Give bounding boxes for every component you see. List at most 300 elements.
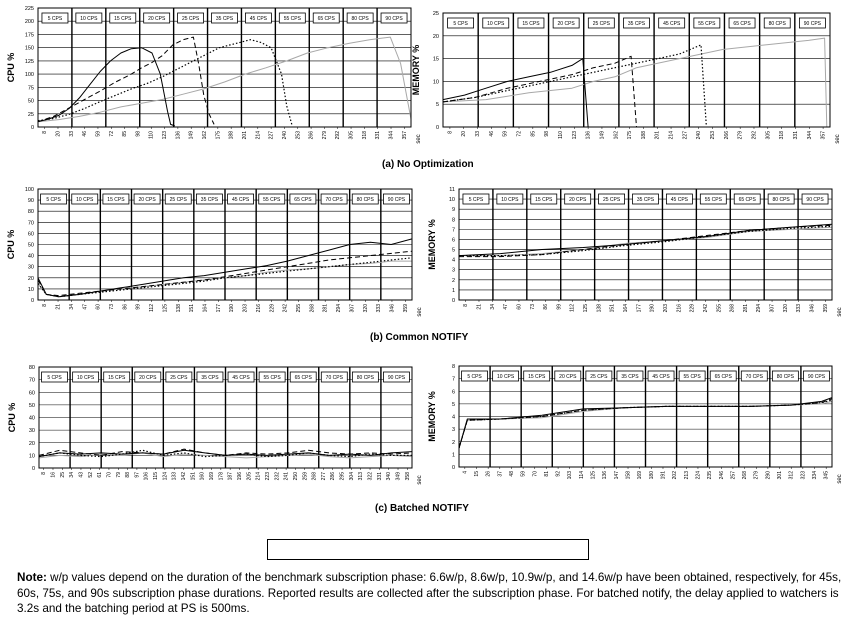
phase-label: 35 CPS <box>627 21 646 28</box>
x-tick-label: 133 <box>171 472 178 481</box>
y-tick-label: 90 <box>27 198 34 205</box>
phase-label: 65 CPS <box>294 197 312 204</box>
x-tick-label: 125 <box>162 304 169 313</box>
x-tick-label: 60 <box>516 304 523 310</box>
x-tick-label: 103 <box>567 471 574 480</box>
x-tick-label: 345 <box>823 471 830 480</box>
x-tick-label: 180 <box>648 471 655 480</box>
phase-label: 45 CPS <box>249 16 268 23</box>
x-tick-label: 73 <box>108 304 115 310</box>
phase-label: 90 CPS <box>803 21 822 28</box>
x-tick-label: 138 <box>596 304 603 313</box>
phase-label: 10 CPS <box>77 375 95 382</box>
y-tick-label: 20 <box>28 440 35 447</box>
x-tick-label: 149 <box>188 131 195 140</box>
x-axis-label: sec <box>835 134 841 144</box>
phase-label: 25 CPS <box>590 374 608 381</box>
phase-label: 65 CPS <box>294 375 312 382</box>
phase-label: 15 CPS <box>535 197 553 204</box>
x-tick-label: 305 <box>348 131 355 140</box>
y-tick-label: 15 <box>432 56 439 63</box>
x-tick-label: 344 <box>806 131 813 140</box>
phase-label: 45 CPS <box>231 197 250 204</box>
phase-label: 65 CPS <box>733 21 751 28</box>
phase-label: 90 CPS <box>387 197 406 204</box>
x-tick-label: 169 <box>637 471 644 480</box>
y-tick-label: 7 <box>451 227 455 234</box>
x-tick-label: 292 <box>335 131 342 140</box>
x-tick-label: 99 <box>135 304 142 310</box>
chart-b-cpu <box>6 187 423 317</box>
y-axis-label: MEMORY % <box>411 44 421 96</box>
phase-label: 20 CPS <box>148 16 166 23</box>
x-tick-label: 47 <box>82 304 89 310</box>
x-tick-label: 110 <box>557 131 564 139</box>
x-tick-label: 214 <box>668 131 675 140</box>
x-tick-label: 16 <box>50 472 57 478</box>
chart-c-cpu <box>7 365 423 485</box>
x-tick-label: 47 <box>503 304 510 310</box>
x-tick-label: 169 <box>209 472 216 481</box>
x-tick-label: 164 <box>202 304 209 313</box>
phase-label: 70 CPS <box>325 375 343 382</box>
x-axis-label: sec <box>417 475 423 485</box>
caption-no-optimization: (a) No Optimization <box>382 159 474 170</box>
y-tick-label: 30 <box>27 264 34 271</box>
x-tick-label: 149 <box>599 131 606 140</box>
phase-label: 5 CPS <box>468 197 484 204</box>
y-tick-label: 11 <box>449 187 455 193</box>
phase-label: 90 CPS <box>385 16 403 23</box>
x-tick-label: 70 <box>106 472 113 478</box>
y-tick-label: 2 <box>451 277 455 284</box>
legend <box>267 539 589 560</box>
x-tick-label: 190 <box>229 304 236 313</box>
x-tick-label: 333 <box>796 304 803 313</box>
x-tick-label: 73 <box>529 304 536 310</box>
x-tick-label: 25 <box>59 472 66 478</box>
y-tick-label: 0 <box>30 298 34 304</box>
x-tick-label: 162 <box>613 131 620 140</box>
phase-label: 55 CPS <box>283 16 301 23</box>
phase-label: 45 CPS <box>663 21 681 28</box>
x-tick-label: 151 <box>609 304 616 313</box>
x-tick-label: 110 <box>148 131 155 139</box>
x-tick-label: 344 <box>388 131 395 140</box>
phase-label: 55 CPS <box>683 374 701 381</box>
x-tick-label: 151 <box>189 304 196 313</box>
phase-label: 5 CPS <box>453 21 468 28</box>
y-tick-label: 25 <box>27 111 34 118</box>
y-tick-label: 150 <box>24 45 34 52</box>
x-tick-label: 188 <box>228 131 235 140</box>
phase-label: 20 CPS <box>557 21 575 28</box>
x-tick-label: 37 <box>497 471 504 477</box>
phase-label: 55 CPS <box>698 21 716 28</box>
x-tick-label: 281 <box>742 304 749 313</box>
phase-label: 5 CPS <box>467 374 482 381</box>
x-tick-label: 114 <box>578 471 585 479</box>
x-tick-label: 216 <box>676 304 683 313</box>
phase-label: 90 CPS <box>806 197 824 204</box>
x-tick-label: 203 <box>242 304 249 313</box>
x-tick-label: 138 <box>175 304 182 313</box>
x-tick-label: 246 <box>718 471 725 480</box>
chart-c-mem <box>427 364 843 484</box>
phase-label: 10 CPS <box>497 374 515 381</box>
y-tick-label: 40 <box>28 415 35 422</box>
x-tick-label: 21 <box>55 304 62 310</box>
y-tick-label: 4 <box>451 257 455 264</box>
caption-batched-notify: (c) Batched NOTIFY <box>375 503 469 514</box>
phase-label: 10 CPS <box>76 197 94 204</box>
x-tick-label: 99 <box>556 304 563 310</box>
x-tick-label: 216 <box>255 304 262 313</box>
x-tick-label: 240 <box>281 131 288 140</box>
x-tick-label: 34 <box>489 304 496 310</box>
x-tick-label: 214 <box>255 131 262 140</box>
x-tick-label: 227 <box>268 131 275 140</box>
x-tick-label: 86 <box>122 304 129 310</box>
phase-label: 15 CPS <box>522 21 540 28</box>
y-tick-label: 70 <box>28 377 35 384</box>
y-tick-label: 25 <box>432 11 439 17</box>
x-tick-label: 164 <box>623 304 630 313</box>
x-tick-label: 202 <box>672 471 679 480</box>
phase-label: 90 CPS <box>807 374 826 381</box>
y-tick-label: 3 <box>451 267 455 274</box>
x-tick-label: 268 <box>729 304 736 313</box>
x-tick-label: 313 <box>358 472 365 481</box>
x-tick-label: 123 <box>162 131 169 140</box>
phase-label: 35 CPS <box>621 374 639 381</box>
x-tick-label: 307 <box>769 304 776 313</box>
x-tick-label: 160 <box>199 472 206 481</box>
x-tick-label: 4 <box>462 471 469 474</box>
x-tick-label: 86 <box>543 304 550 310</box>
x-tick-label: 318 <box>361 131 368 140</box>
x-tick-label: 224 <box>695 471 702 480</box>
x-tick-label: 279 <box>737 131 744 140</box>
x-tick-label: 232 <box>274 472 281 481</box>
x-axis-label: sec <box>837 474 843 484</box>
x-tick-label: 98 <box>135 131 142 137</box>
x-tick-label: 349 <box>395 472 402 481</box>
x-tick-label: 177 <box>636 304 643 313</box>
y-tick-label: 1 <box>451 452 455 459</box>
phase-label: 80 CPS <box>776 374 794 381</box>
y-tick-label: 20 <box>432 33 439 40</box>
phase-label: 80 CPS <box>351 16 369 23</box>
x-tick-label: 26 <box>485 471 492 477</box>
x-tick-label: 322 <box>367 472 374 481</box>
phase-label: 65 CPS <box>317 16 335 23</box>
phase-label: 25 CPS <box>602 197 621 204</box>
y-tick-label: 100 <box>24 72 34 79</box>
phase-label: 25 CPS <box>181 16 200 23</box>
x-tick-label: 286 <box>330 472 337 481</box>
x-tick-label: 223 <box>264 472 271 481</box>
x-tick-label: 292 <box>751 131 758 140</box>
x-tick-label: 253 <box>710 131 717 140</box>
x-tick-label: 125 <box>590 471 597 480</box>
x-tick-label: 331 <box>375 131 382 140</box>
y-tick-label: 0 <box>451 298 455 304</box>
x-tick-label: 268 <box>309 304 316 313</box>
x-tick-label: 188 <box>640 131 647 140</box>
phase-label: 25 CPS <box>592 21 610 28</box>
phase-label: 15 CPS <box>114 16 132 23</box>
phase-label: 20 CPS <box>559 374 577 381</box>
phase-label: 70 CPS <box>745 374 763 381</box>
y-tick-label: 6 <box>451 237 455 244</box>
x-tick-label: 331 <box>376 472 383 481</box>
x-tick-label: 242 <box>282 304 289 313</box>
x-tick-label: 46 <box>488 131 495 137</box>
phase-label: 10 CPS <box>80 16 98 23</box>
x-axis-label: sec <box>417 307 423 317</box>
phase-label: 65 CPS <box>714 374 732 381</box>
x-tick-label: 72 <box>108 131 115 137</box>
plot-area <box>459 189 832 300</box>
y-tick-label: 10 <box>448 197 455 204</box>
x-tick-label: 115 <box>153 472 160 480</box>
x-tick-label: 52 <box>87 472 94 478</box>
phase-label: 20 CPS <box>569 197 587 204</box>
x-tick-label: 214 <box>255 472 262 481</box>
x-tick-label: 357 <box>401 131 408 140</box>
x-tick-label: 304 <box>348 472 355 481</box>
y-tick-label: 60 <box>27 231 34 238</box>
x-tick-label: 266 <box>723 131 730 140</box>
x-tick-label: 301 <box>777 471 784 480</box>
x-tick-label: 59 <box>95 131 102 137</box>
x-tick-label: 8 <box>463 304 470 307</box>
x-tick-label: 125 <box>583 304 590 313</box>
x-tick-label: 112 <box>569 304 576 312</box>
phase-label: 15 CPS <box>528 374 546 381</box>
phase-label: 80 CPS <box>356 197 374 204</box>
y-tick-label: 60 <box>28 390 35 397</box>
y-tick-label: 7 <box>451 376 455 383</box>
x-tick-label: 307 <box>349 304 356 313</box>
x-tick-label: 34 <box>68 304 75 310</box>
x-tick-label: 151 <box>190 472 197 481</box>
x-tick-label: 20 <box>461 131 468 137</box>
y-tick-label: 4 <box>451 414 455 421</box>
y-tick-label: 1 <box>451 287 455 294</box>
phase-label: 10 CPS <box>487 21 505 28</box>
x-tick-label: 191 <box>660 471 667 480</box>
x-tick-label: 106 <box>143 472 150 481</box>
y-tick-label: 5 <box>451 401 455 408</box>
x-tick-label: 20 <box>55 131 62 137</box>
y-axis-label: CPU % <box>6 229 16 260</box>
x-tick-label: 253 <box>295 131 302 140</box>
x-tick-label: 295 <box>339 472 346 481</box>
x-tick-label: 331 <box>792 131 799 140</box>
x-tick-label: 333 <box>376 304 383 313</box>
x-tick-label: 8 <box>41 472 48 475</box>
x-tick-label: 136 <box>602 471 609 480</box>
x-tick-label: 72 <box>516 131 523 137</box>
note-label: Note: <box>17 571 47 584</box>
x-tick-label: 257 <box>730 471 737 480</box>
y-tick-label: 100 <box>24 187 34 193</box>
phase-label: 45 CPS <box>232 375 250 382</box>
footnote <box>17 570 842 617</box>
y-tick-label: 0 <box>31 466 35 472</box>
phase-label: 45 CPS <box>652 374 670 381</box>
x-tick-label: 229 <box>689 304 696 313</box>
y-tick-label: 50 <box>27 242 34 249</box>
x-tick-label: 59 <box>520 471 527 477</box>
phase-label: 20 CPS <box>138 197 156 204</box>
x-tick-label: 205 <box>246 472 253 481</box>
x-tick-label: 158 <box>625 471 632 480</box>
y-axis-label: MEMORY % <box>427 391 437 442</box>
y-tick-label: 2 <box>451 439 455 446</box>
x-tick-label: 8 <box>42 304 49 307</box>
x-tick-label: 85 <box>530 131 537 137</box>
phase-label: 5 CPS <box>47 16 63 23</box>
phase-label: 55 CPS <box>704 197 722 204</box>
x-tick-label: 358 <box>404 472 411 481</box>
phase-label: 10 CPS <box>501 197 519 204</box>
x-tick-label: 318 <box>779 131 786 140</box>
chart-a-mem <box>411 11 841 144</box>
x-tick-label: 123 <box>571 131 578 140</box>
x-tick-label: 320 <box>782 304 789 313</box>
y-tick-label: 200 <box>24 19 34 26</box>
y-tick-label: 50 <box>27 98 34 105</box>
x-tick-label: 268 <box>742 471 749 480</box>
x-tick-label: 279 <box>321 131 328 140</box>
note-text: w/p values depend on the duration of the benchmark subscription phase: 6.6w/p, 8.6w/p, 10.9w/p, and 14.6w/p have been obtained, respectively, for 45s, 60s, 75s, and 90s subscription phase durations. Reported results are collected after the subscription phase. For batched notify, the delay applied to watchers is 3.2s and the batching period at PS is 500ms. <box>17 571 842 615</box>
x-axis-label: sec <box>837 307 843 317</box>
x-tick-label: 312 <box>788 471 795 480</box>
y-tick-label: 9 <box>451 207 455 214</box>
phase-label: 25 CPS <box>169 197 187 204</box>
x-tick-label: 281 <box>322 304 329 313</box>
x-tick-label: 34 <box>69 472 76 478</box>
y-tick-label: 5 <box>451 247 455 254</box>
x-tick-label: 48 <box>508 471 515 477</box>
phase-label: 35 CPS <box>636 197 655 204</box>
x-tick-label: 175 <box>215 131 222 140</box>
x-tick-label: 142 <box>181 472 188 481</box>
x-tick-label: 85 <box>122 131 129 137</box>
phase-label: 35 CPS <box>201 375 219 382</box>
x-tick-label: 190 <box>649 304 656 313</box>
chart-a-cpu <box>6 6 422 144</box>
phase-label: 15 CPS <box>108 375 126 382</box>
phase-label: 35 CPS <box>200 197 219 204</box>
y-tick-label: 10 <box>28 453 35 460</box>
y-tick-label: 30 <box>28 428 35 435</box>
x-tick-label: 241 <box>283 472 290 481</box>
x-tick-label: 8 <box>42 131 49 134</box>
x-tick-label: 162 <box>202 131 209 140</box>
x-tick-label: 112 <box>149 304 156 312</box>
y-tick-label: 10 <box>432 79 439 86</box>
phase-label: 55 CPS <box>263 375 281 382</box>
phase-label: 55 CPS <box>263 197 281 204</box>
x-tick-label: 255 <box>295 304 302 313</box>
phase-label: 35 CPS <box>215 16 234 23</box>
x-tick-label: 235 <box>707 471 714 480</box>
y-tick-label: 0 <box>451 465 455 471</box>
phase-label: 5 CPS <box>47 375 62 382</box>
x-tick-label: 177 <box>215 304 222 313</box>
y-tick-label: 8 <box>451 364 455 370</box>
y-axis-label: MEMORY % <box>427 219 437 270</box>
x-tick-label: 92 <box>555 471 562 477</box>
phase-label: 5 CPS <box>46 197 61 204</box>
plot-area <box>38 8 411 127</box>
y-tick-label: 80 <box>28 365 35 371</box>
x-tick-label: 178 <box>218 472 225 481</box>
x-tick-label: 79 <box>115 472 122 478</box>
x-tick-label: 357 <box>820 131 827 140</box>
x-tick-label: 277 <box>320 472 327 481</box>
x-tick-label: 346 <box>809 304 816 313</box>
x-tick-label: 203 <box>662 304 669 313</box>
x-tick-label: 250 <box>292 472 299 481</box>
chart-b-mem <box>427 187 843 317</box>
x-tick-label: 359 <box>822 304 829 313</box>
x-tick-label: 255 <box>716 304 723 313</box>
plot-area <box>443 13 830 127</box>
phase-label: 25 CPS <box>170 375 188 382</box>
y-tick-label: 0 <box>435 125 439 131</box>
x-tick-label: 81 <box>543 471 550 477</box>
x-tick-label: 88 <box>125 472 132 478</box>
x-tick-label: 8 <box>447 131 454 134</box>
y-tick-label: 75 <box>27 85 34 92</box>
x-tick-label: 213 <box>683 471 690 480</box>
x-tick-label: 97 <box>134 472 141 478</box>
y-axis-label: CPU % <box>6 52 16 83</box>
x-tick-label: 266 <box>308 131 315 140</box>
x-tick-label: 201 <box>241 131 248 140</box>
y-tick-label: 10 <box>27 286 34 293</box>
phase-label: 80 CPS <box>772 197 790 204</box>
x-tick-label: 33 <box>68 131 75 137</box>
y-axis-label: CPU % <box>7 402 17 433</box>
x-tick-label: 60 <box>95 304 102 310</box>
x-axis-label: sec <box>416 134 422 144</box>
x-tick-label: 323 <box>800 471 807 480</box>
x-tick-label: 240 <box>696 131 703 140</box>
x-tick-label: 294 <box>336 304 343 313</box>
x-tick-label: 290 <box>765 471 772 480</box>
x-tick-label: 59 <box>502 130 509 137</box>
x-tick-label: 187 <box>227 472 234 481</box>
phase-label: 80 CPS <box>356 375 374 382</box>
y-tick-label: 125 <box>24 58 34 65</box>
y-tick-label: 6 <box>451 389 455 396</box>
x-tick-label: 21 <box>476 304 483 310</box>
y-tick-label: 175 <box>24 32 34 39</box>
x-tick-label: 305 <box>765 131 772 140</box>
x-tick-label: 196 <box>236 472 243 481</box>
x-tick-label: 294 <box>756 304 763 313</box>
x-tick-label: 15 <box>473 471 480 477</box>
y-tick-label: 225 <box>24 6 34 12</box>
phase-label: 90 CPS <box>387 375 406 382</box>
x-tick-label: 242 <box>702 304 709 313</box>
